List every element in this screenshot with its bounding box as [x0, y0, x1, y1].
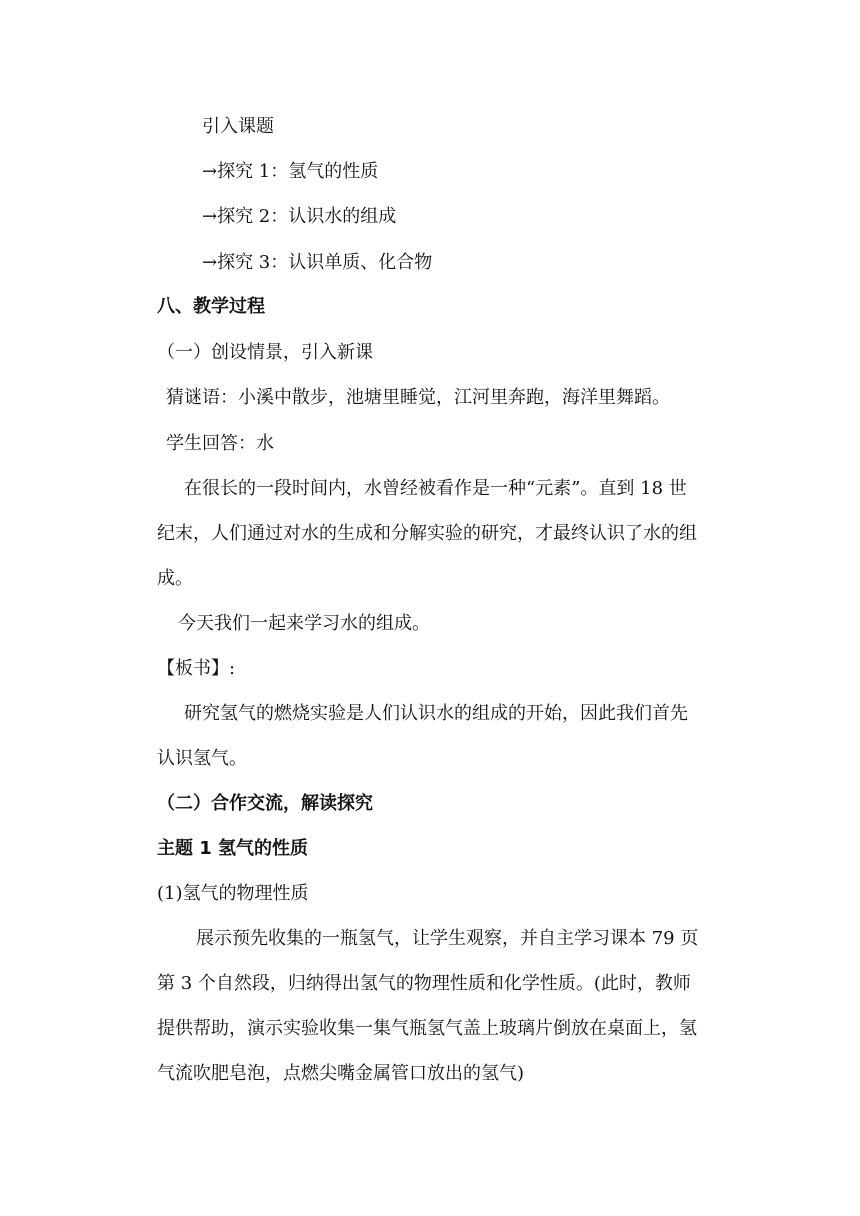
riddle-text: 猜谜语：小溪中散步，池塘里睡觉，江河里奔跑，海洋里舞蹈。: [166, 387, 670, 408]
paragraph-3-line-2: 第 3 个自然段，归纳得出氢气的物理性质和化学性质。(此时，教师: [157, 973, 691, 994]
paragraph-2-line-1: 研究氢气的燃烧实验是人们认识水的组成的开始，因此我们首先: [184, 703, 688, 724]
paragraph-1-line-1: 在很长的一段时间内，水曾经被看作是一种“元素”。直到 18 世: [184, 478, 687, 499]
physical-properties-heading: (1)氢气的物理性质: [157, 883, 309, 904]
outline-item-intro: 引入课题: [202, 116, 274, 137]
subsection-1-heading: （一）创设情景，引入新课: [157, 342, 373, 363]
outline-item-explore-2: →探究 2：认识水的组成: [202, 206, 397, 227]
paragraph-3-line-3: 提供帮助，演示实验收集一集气瓶氢气盖上玻璃片倒放在桌面上，氢: [157, 1018, 697, 1039]
student-answer: 学生回答：水: [166, 433, 274, 454]
outline-item-explore-1: →探究 1：氢气的性质: [202, 161, 379, 182]
section-title: 八、教学过程: [157, 296, 265, 317]
board-label: 【板书】:: [157, 658, 236, 679]
subsection-2-heading: （二）合作交流，解读探究: [157, 793, 373, 814]
paragraph-3-line-4: 气流吹肥皂泡，点燃尖嘴金属管口放出的氢气): [157, 1063, 525, 1084]
paragraph-1-line-2: 纪末，人们通过对水的生成和分解实验的研究，才最终认识了水的组: [157, 523, 697, 544]
paragraph-1-line-3: 成。: [157, 568, 193, 589]
outline-item-explore-3: →探究 3：认识单质、化合物: [202, 252, 433, 273]
topic-1-heading: 主题 1 氢气的性质: [157, 838, 309, 859]
today-statement: 今天我们一起来学习水的组成。: [178, 613, 430, 634]
paragraph-3-line-1: 展示预先收集的一瓶氢气，让学生观察，并自主学习课本 79 页: [196, 928, 699, 949]
paragraph-2-line-2: 认识氢气。: [157, 748, 247, 769]
